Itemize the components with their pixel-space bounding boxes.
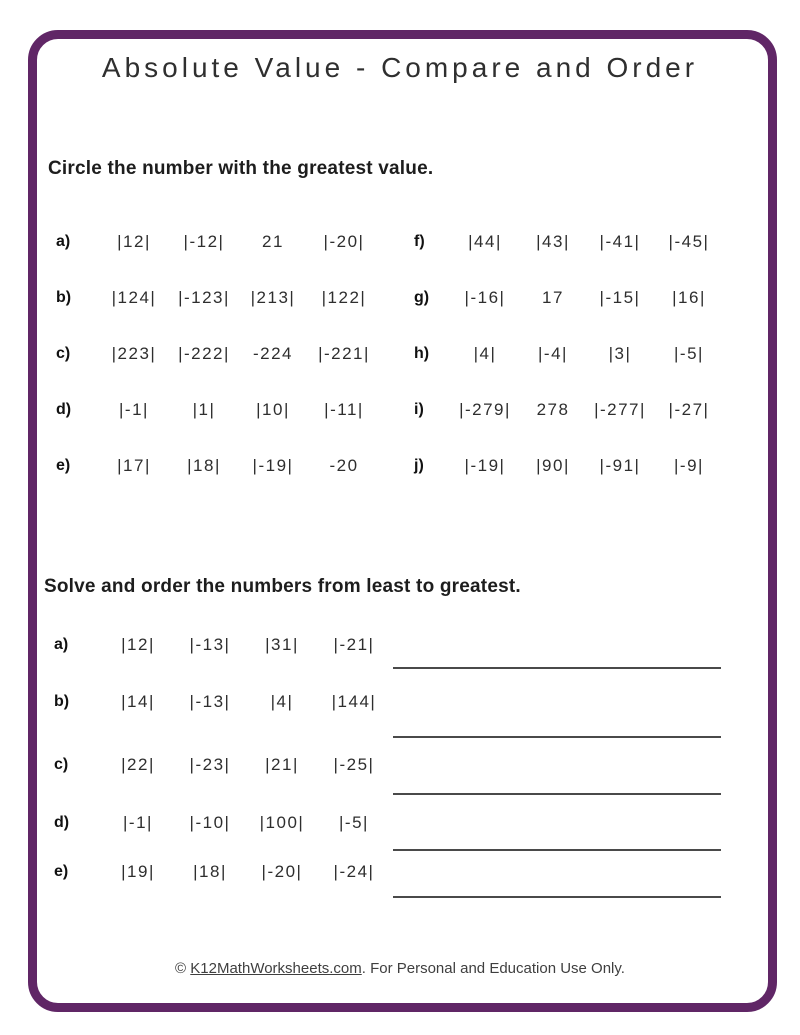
- row-label-d: d): [56, 401, 72, 418]
- value-cell: |-1|: [119, 400, 149, 419]
- value-cell: -20: [329, 456, 359, 475]
- row-label-h: h): [414, 345, 430, 362]
- value-cell: |-27|: [668, 400, 710, 419]
- section2-row-b: [44, 689, 390, 715]
- value-cell: |19|: [121, 862, 155, 881]
- value-cell: |-12|: [183, 232, 225, 251]
- value-cell: |12|: [117, 232, 151, 251]
- value-cell: |-16|: [464, 288, 506, 307]
- answer-line-c: [393, 793, 721, 795]
- section2-row-d: [44, 810, 390, 836]
- value-cell: |-5|: [674, 344, 704, 363]
- value-cell: |14|: [121, 692, 155, 711]
- value-cell: |-41|: [599, 232, 641, 251]
- value-cell: |18|: [187, 456, 221, 475]
- value-cell: |1|: [192, 400, 216, 419]
- row-label-d: d): [54, 814, 70, 831]
- row-label-b: b): [56, 289, 72, 306]
- section2-row-c: [44, 752, 390, 778]
- value-cell: |-23|: [189, 755, 231, 774]
- value-cell: |-4|: [538, 344, 568, 363]
- row-label-b: b): [54, 693, 70, 710]
- row-label-g: g): [414, 289, 430, 306]
- value-cell: |18|: [193, 862, 227, 881]
- answer-line-a: [393, 667, 721, 669]
- answer-line-b: [393, 736, 721, 738]
- value-cell: 21: [262, 232, 284, 251]
- copyright-text: ©: [175, 960, 191, 977]
- footer: [0, 960, 800, 977]
- row-label-e: e): [54, 863, 69, 880]
- footer-usage-text: . For Personal and Education Use Only.: [361, 960, 625, 977]
- value-cell: |-19|: [464, 456, 506, 475]
- value-cell: |-13|: [189, 635, 231, 654]
- value-cell: |-91|: [599, 456, 641, 475]
- row-label-f: f): [414, 233, 425, 250]
- value-cell: |-277|: [594, 400, 646, 419]
- value-cell: |-20|: [261, 862, 303, 881]
- value-cell: |-19|: [252, 456, 294, 475]
- value-cell: |100|: [259, 813, 305, 832]
- section1-left-column: [46, 214, 380, 494]
- row-label-j: j): [414, 457, 424, 474]
- row-label-i: i): [414, 401, 424, 418]
- answer-line-e: [393, 896, 721, 898]
- value-cell: |22|: [121, 755, 155, 774]
- value-cell: |-222|: [178, 344, 230, 363]
- value-cell: |-1|: [123, 813, 153, 832]
- value-cell: |4|: [270, 692, 294, 711]
- value-cell: |-45|: [668, 232, 710, 251]
- value-cell: |144|: [331, 692, 377, 711]
- value-cell: |-11|: [324, 400, 364, 419]
- page-title: Absolute Value - Compare and Order: [101, 52, 699, 83]
- value-cell: |213|: [250, 288, 296, 307]
- value-cell: 278: [536, 400, 570, 419]
- value-cell: |3|: [608, 344, 632, 363]
- value-cell: |-24|: [333, 862, 375, 881]
- value-cell: |16|: [672, 288, 706, 307]
- value-cell: |21|: [265, 755, 299, 774]
- section1-instruction: Circle the number with the greatest value.: [48, 158, 434, 179]
- value-cell: |-221|: [318, 344, 370, 363]
- value-cell: |10|: [256, 400, 290, 419]
- value-cell: |12|: [121, 635, 155, 654]
- value-cell: |4|: [473, 344, 497, 363]
- value-cell: |122|: [321, 288, 367, 307]
- footer-link[interactable]: K12MathWorksheets.com: [190, 960, 362, 977]
- section2-row-a: [44, 632, 390, 658]
- value-cell: |31|: [265, 635, 299, 654]
- value-cell: |-15|: [599, 288, 641, 307]
- value-cell: |-20|: [323, 232, 365, 251]
- row-label-e: e): [56, 457, 71, 474]
- value-cell: |-25|: [333, 755, 375, 774]
- value-cell: 17: [542, 288, 564, 307]
- row-label-a: a): [54, 636, 69, 653]
- section2-row-e: [44, 859, 390, 885]
- value-cell: |-21|: [333, 635, 375, 654]
- value-cell: |-279|: [459, 400, 511, 419]
- value-cell: |44|: [468, 232, 502, 251]
- value-cell: |43|: [536, 232, 570, 251]
- section2-instruction: Solve and order the numbers from least to greatest.: [44, 576, 521, 597]
- value-cell: |124|: [111, 288, 157, 307]
- row-label-a: a): [56, 233, 71, 250]
- value-cell: |-5|: [339, 813, 369, 832]
- value-cell: |17|: [117, 456, 151, 475]
- answer-line-d: [393, 849, 721, 851]
- value-cell: |223|: [111, 344, 157, 363]
- value-cell: |-9|: [674, 456, 704, 475]
- value-cell: |-123|: [178, 288, 230, 307]
- value-cell: |-10|: [189, 813, 231, 832]
- section1-right-column: [404, 214, 724, 494]
- value-cell: |90|: [536, 456, 570, 475]
- row-label-c: c): [54, 756, 69, 773]
- value-cell: -224: [252, 344, 294, 363]
- row-label-c: c): [56, 345, 71, 362]
- value-cell: |-13|: [189, 692, 231, 711]
